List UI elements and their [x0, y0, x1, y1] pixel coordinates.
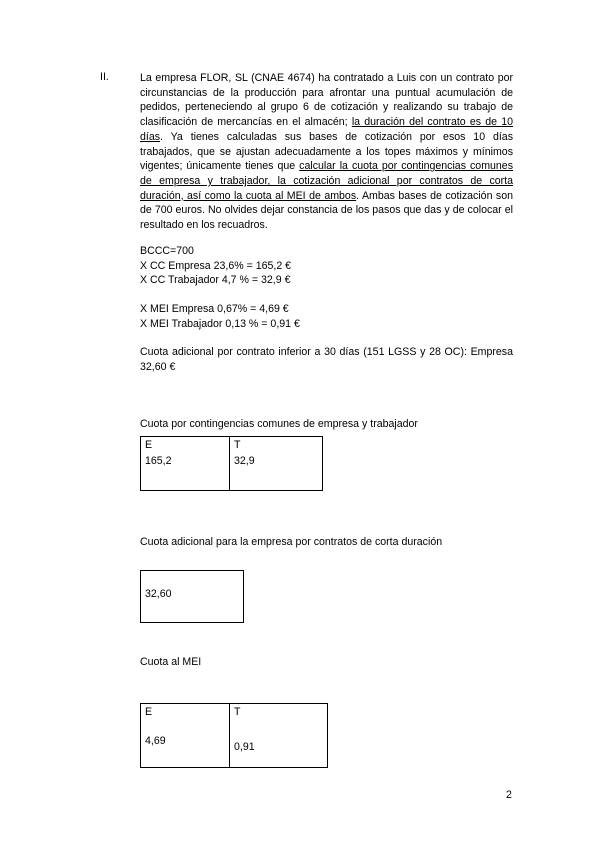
- answer-box-adicional: [140, 570, 244, 623]
- calc-bccc: BCCC=700: [140, 245, 194, 257]
- calc-cuota-adicional: Cuota adicional por contrato inferior a 30 días (151 LGSS y 28 OC): Empresa 32,60 €: [140, 346, 513, 373]
- calc-mei-empresa: X MEI Empresa 0,67% = 4,69 €: [140, 303, 289, 315]
- value-cc-empresa: 165,2: [145, 455, 172, 467]
- statement-underline-duration: la duración del contrato es de 10 días: [140, 116, 514, 143]
- page-number: 2: [506, 789, 512, 801]
- value-mei-trabajador: 0,91: [234, 741, 255, 753]
- cell-header-t: T: [234, 439, 241, 451]
- caption-adicional: Cuota adicional para la empresa por contratos de corta duración: [140, 536, 443, 548]
- caption-cc: Cuota por contingencias comunes de empresa y trabajador: [140, 418, 418, 430]
- item-number: II.: [100, 71, 109, 83]
- cell-header-e: E: [145, 439, 153, 451]
- calc-cc-empresa: X CC Empresa 23,6% = 165,2 €: [140, 260, 292, 272]
- caption-mei: Cuota al MEI: [140, 656, 202, 668]
- statement-text-3: . Ambas bases de cotización son de 700 euros. No olvides dejar constancia de los pasos que das y de colocar el resultado en los recuadros.: [140, 189, 513, 232]
- value-cuota-adicional: 32,60: [145, 588, 172, 600]
- cell-trabajador-mei: [229, 704, 327, 767]
- statement-text-2: . Ya tienes calculadas sus bases de cotización por esos 10 días trabajados, que se ajustan adecuadamente a los topes máximos y mínimos vigentes; únicamente tienes que: [140, 130, 513, 173]
- exercise-statement: [140, 71, 513, 233]
- answer-box-mei: [140, 703, 328, 768]
- calc-cc-trabajador: X CC Trabajador 4,7 % = 32,9 €: [140, 274, 291, 286]
- statement-underline-task: calcular la cuota por contingencias comunes de empresa y trabajador, la cotización adicional por contratos de corta duración, así como la cuota al MEI de ambos: [140, 160, 513, 202]
- cell-empresa-cc: [141, 437, 229, 490]
- cell-header-t: T: [234, 706, 241, 718]
- cell-header-e: E: [145, 706, 153, 718]
- answer-box-cc: [140, 436, 323, 491]
- value-mei-empresa: 4,69: [145, 735, 166, 747]
- statement-text-1: La empresa FLOR, SL (CNAE 4674) ha contratado a Luis con un contrato por circunstancias de la producción para afrontar una puntual acumulación de pedidos, perteneciendo al grupo 6 de cotización y realizando su trabajo de clasificación de mercancías en el almacén;: [140, 72, 513, 129]
- calc-mei-trabajador: X MEI Trabajador 0,13 % = 0,91 €: [140, 318, 300, 330]
- value-cc-trabajador: 32,9: [234, 455, 255, 467]
- cell-empresa-mei: [141, 704, 229, 767]
- cell-trabajador-cc: [229, 437, 322, 490]
